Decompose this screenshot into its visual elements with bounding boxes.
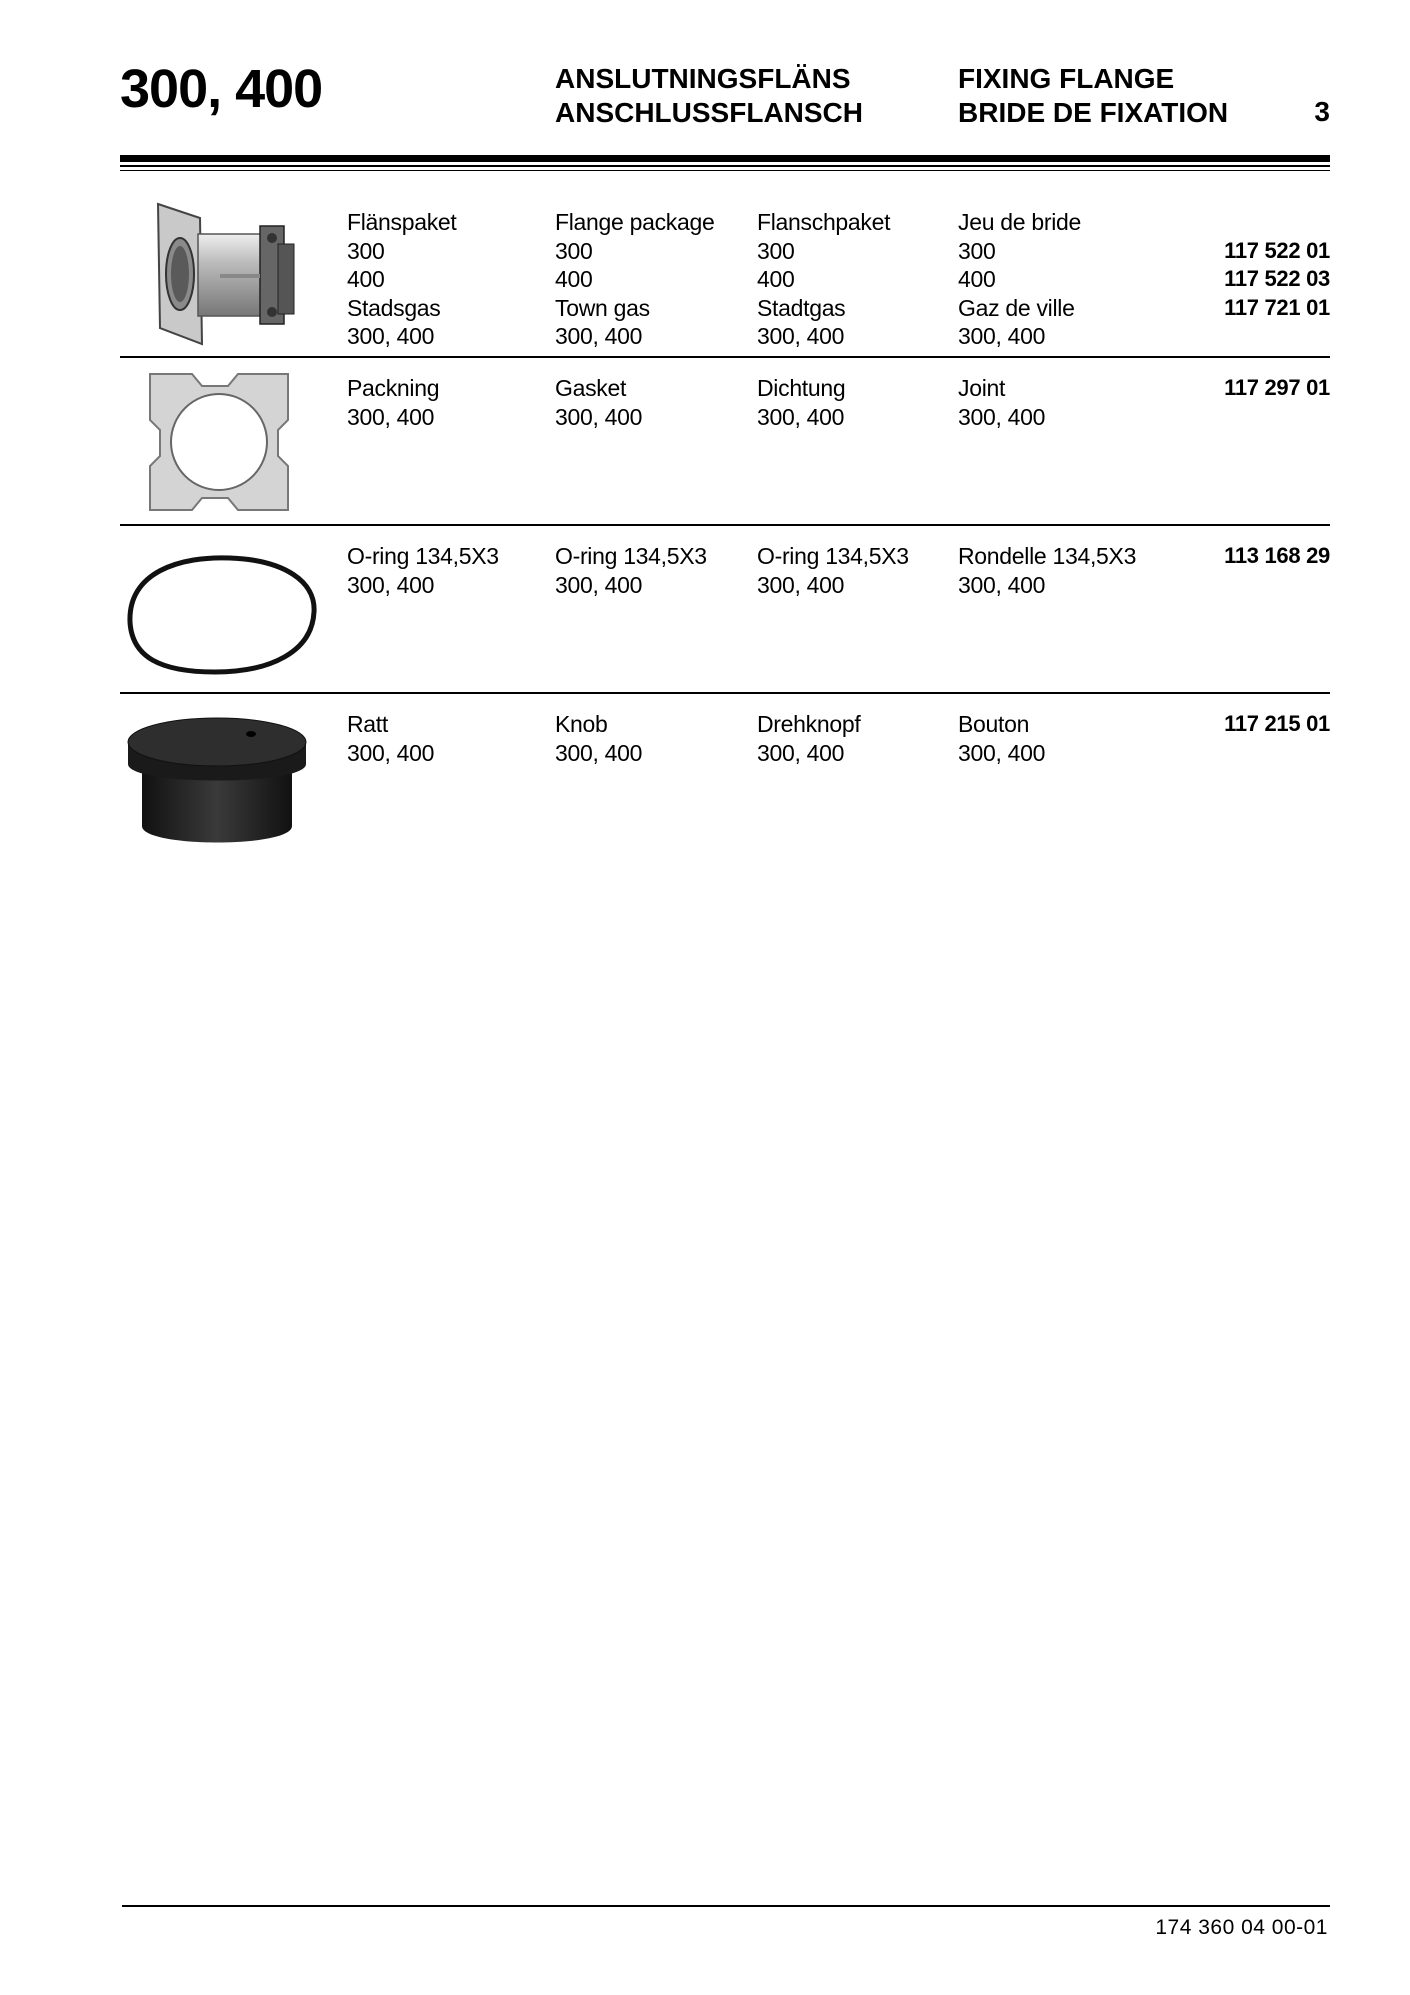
o-ring-photo — [120, 542, 310, 682]
title-block-sv-de — [555, 62, 863, 130]
part-numbers: 117 522 01 117 522 03 117 721 01 — [1224, 237, 1330, 320]
gasket-photo — [120, 364, 310, 514]
description-german: Dichtung 300, 400 — [757, 375, 846, 430]
part-numbers: 117 297 01 — [1224, 375, 1330, 400]
row-separator — [120, 692, 1330, 694]
description-french: Bouton 300, 400 — [958, 711, 1046, 766]
part-numbers: 117 215 01 — [1224, 711, 1330, 736]
part-row-o-ring — [120, 524, 1330, 689]
header-rule-hairline — [120, 170, 1330, 171]
page-number: 3 — [1314, 96, 1330, 127]
description-french: Rondelle 134,5X3 300, 400 — [958, 543, 1137, 598]
description-swedish: O-ring 134,5X3 300, 400 — [347, 543, 499, 598]
description-german: O-ring 134,5X3 300, 400 — [757, 543, 909, 598]
title-block-en-fr — [958, 62, 1228, 130]
description-french: Joint 300, 400 — [958, 375, 1046, 430]
description-german: Drehknopf 300, 400 — [757, 711, 861, 766]
title-english: FIXING FLANGE — [958, 63, 1175, 94]
title-swedish: ANSLUTNINGSFLÄNS — [555, 63, 851, 94]
header-rule — [120, 155, 1330, 162]
header-rule-thin — [120, 165, 1330, 167]
title-german: ANSCHLUSSFLANSCH — [555, 97, 863, 128]
row-separator — [120, 524, 1330, 526]
footer-rule — [122, 1905, 1330, 1907]
description-swedish: Ratt 300, 400 — [347, 711, 435, 766]
description-german: Flanschpaket 300 400 Stadtgas 300, 400 — [757, 209, 891, 349]
description-swedish: Flänspaket 300 400 Stadsgas 300, 400 — [347, 209, 457, 349]
part-row-gasket — [120, 356, 1330, 521]
part-row-flange-package — [120, 190, 1330, 355]
description-english: Flange package 300 400 Town gas 300, 400 — [555, 209, 715, 349]
description-english: Knob 300, 400 — [555, 711, 643, 766]
description-french: Jeu de bride 300 400 Gaz de ville 300, 400 — [958, 209, 1081, 349]
model-title: 300, 400 — [120, 59, 323, 119]
row-separator — [120, 356, 1330, 358]
part-numbers: 113 168 29 — [1224, 543, 1330, 568]
title-french: BRIDE DE FIXATION — [958, 97, 1229, 128]
knob-photo — [120, 706, 310, 856]
document-code: 174 360 04 00-01 — [1155, 1916, 1328, 1939]
description-english: Gasket 300, 400 — [555, 375, 643, 430]
flange-package-photo — [120, 196, 310, 346]
description-english: O-ring 134,5X3 300, 400 — [555, 543, 707, 598]
part-row-knob — [120, 692, 1330, 857]
description-swedish: Packning 300, 400 — [347, 375, 440, 430]
